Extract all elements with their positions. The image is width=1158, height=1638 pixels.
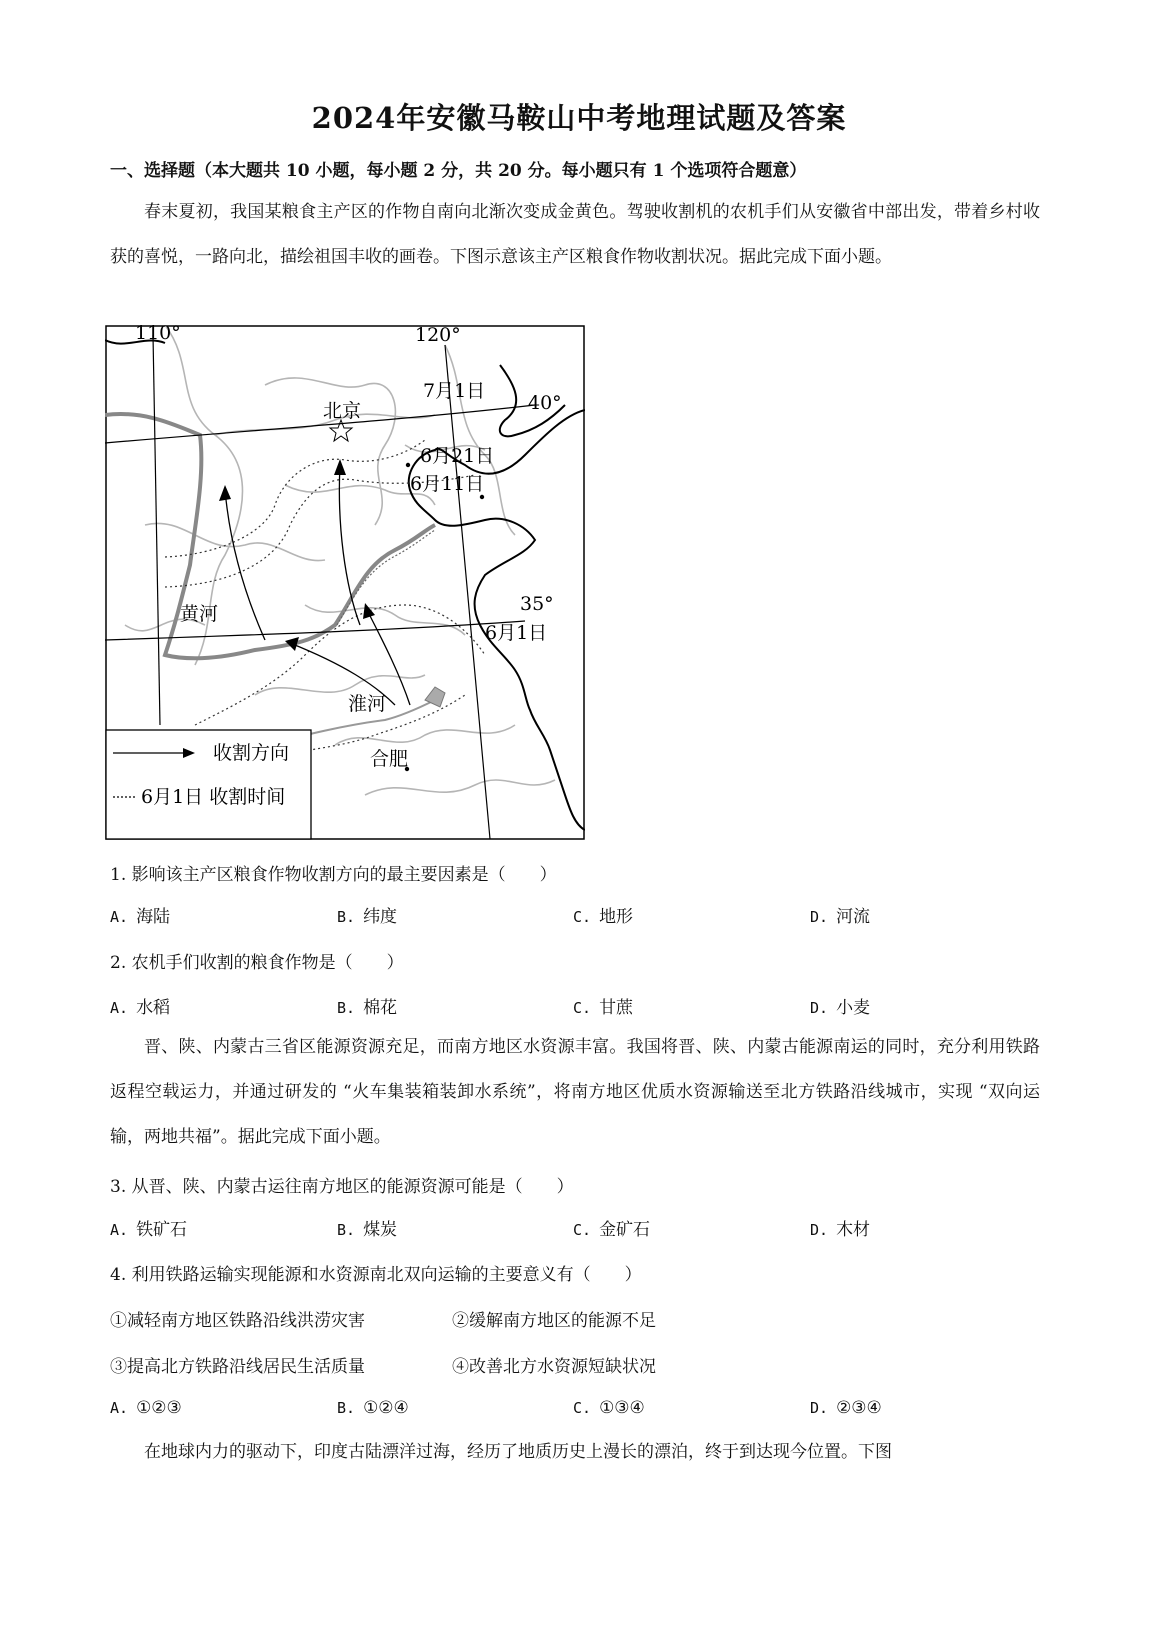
option-c[interactable]: C. 地形 [573,907,634,927]
statement-1: ①减轻南方地区铁路沿线洪涝灾害 [110,1311,365,1331]
option-c[interactable]: C. 甘蔗 [573,998,634,1018]
option-d[interactable]: D. 小麦 [810,998,871,1018]
option-a[interactable]: A. 海陆 [110,907,171,927]
label-huanghe: 黄河 [180,603,219,625]
harvest-map [105,325,585,840]
option-b[interactable]: B. 纬度 [337,907,398,927]
question-3-stem: 3. 从晋、陕、内蒙古运往南方地区的能源资源可能是（ ） [110,1177,574,1197]
statement-2: ②缓解南方地区的能源不足 [452,1311,656,1331]
label-jun1: 6月1日 [485,622,548,644]
label-jun11: 6月11日 [410,473,485,495]
legend-direction: 收割方向 [213,742,290,764]
label-120: 120° [415,325,461,346]
option-a[interactable]: A. ①②③ [110,1398,182,1418]
label-huaihe: 淮河 [348,693,387,715]
label-jul1: 7月1日 [423,380,486,402]
statement-3: ③提高北方铁路沿线居民生活质量 [110,1357,365,1377]
option-a[interactable]: A. 铁矿石 [110,1220,188,1240]
label-jun21: 6月21日 [420,445,495,467]
label-35: 35° [520,593,554,615]
option-d[interactable]: D. ②③④ [810,1398,882,1418]
option-d[interactable]: D. 木材 [810,1220,871,1240]
label-110: 110° [135,325,181,344]
page-title: 2024年安徽马鞍山中考地理试题及答案 [311,101,847,135]
option-c[interactable]: C. ①③④ [573,1398,645,1418]
question-2-stem: 2. 农机手们收割的粮食作物是（ ） [110,953,404,973]
section-heading: 一、选择题（本大题共 10 小题，每小题 2 分，共 20 分。每小题只有 1 个选项符合题意） [110,161,807,181]
option-d[interactable]: D. 河流 [810,907,871,927]
passage-3: 在地球内力的驱动下，印度古陆漂洋过海，经历了地质历史上漫长的漂泊，终于到达现今位置。下图 [144,1442,892,1462]
label-beijing: 北京 [323,400,362,422]
option-b[interactable]: B. 棉花 [337,998,398,1018]
passage-1: 春末夏初，我国某粮食主产区的作物自南向北渐次变成金黄色。驾驶收割机的农机手们从安徽省中部出发，带着乡村收获的喜悦，一路向北，描绘祖国丰收的画卷。下图示意该主产区粮食作物收割状况。据此完成下面小题。 [110,202,1040,267]
label-40: 40° [528,392,562,414]
map-legend [106,730,311,839]
option-c[interactable]: C. 金矿石 [573,1220,651,1240]
question-1-stem: 1. 影响该主产区粮食作物收割方向的最主要因素是（ ） [110,865,557,885]
option-a[interactable]: A. 水稻 [110,998,171,1018]
label-hefei: 合肥 [370,748,409,770]
passage-2: 晋、陕、内蒙古三省区能源资源充足，而南方地区水资源丰富。我国将晋、陕、内蒙古能源南运的同时，充分利用铁路返程空载运力，并通过研发的 “火车集装箱装卸水系统”，将南方地区优质水资源输送至北方铁路沿线城市，实现 “双向运输，两地共福”。据此完成下面小题。 [110,1037,1040,1147]
statement-4: ④改善北方水资源短缺状况 [452,1357,656,1377]
option-b[interactable]: B. ①②④ [337,1398,409,1418]
option-b[interactable]: B. 煤炭 [337,1220,398,1240]
legend-time: 6月1日 收割时间 [141,786,286,808]
question-4-stem: 4. 利用铁路运输实现能源和水资源南北双向运输的主要意义有（ ） [110,1265,642,1285]
